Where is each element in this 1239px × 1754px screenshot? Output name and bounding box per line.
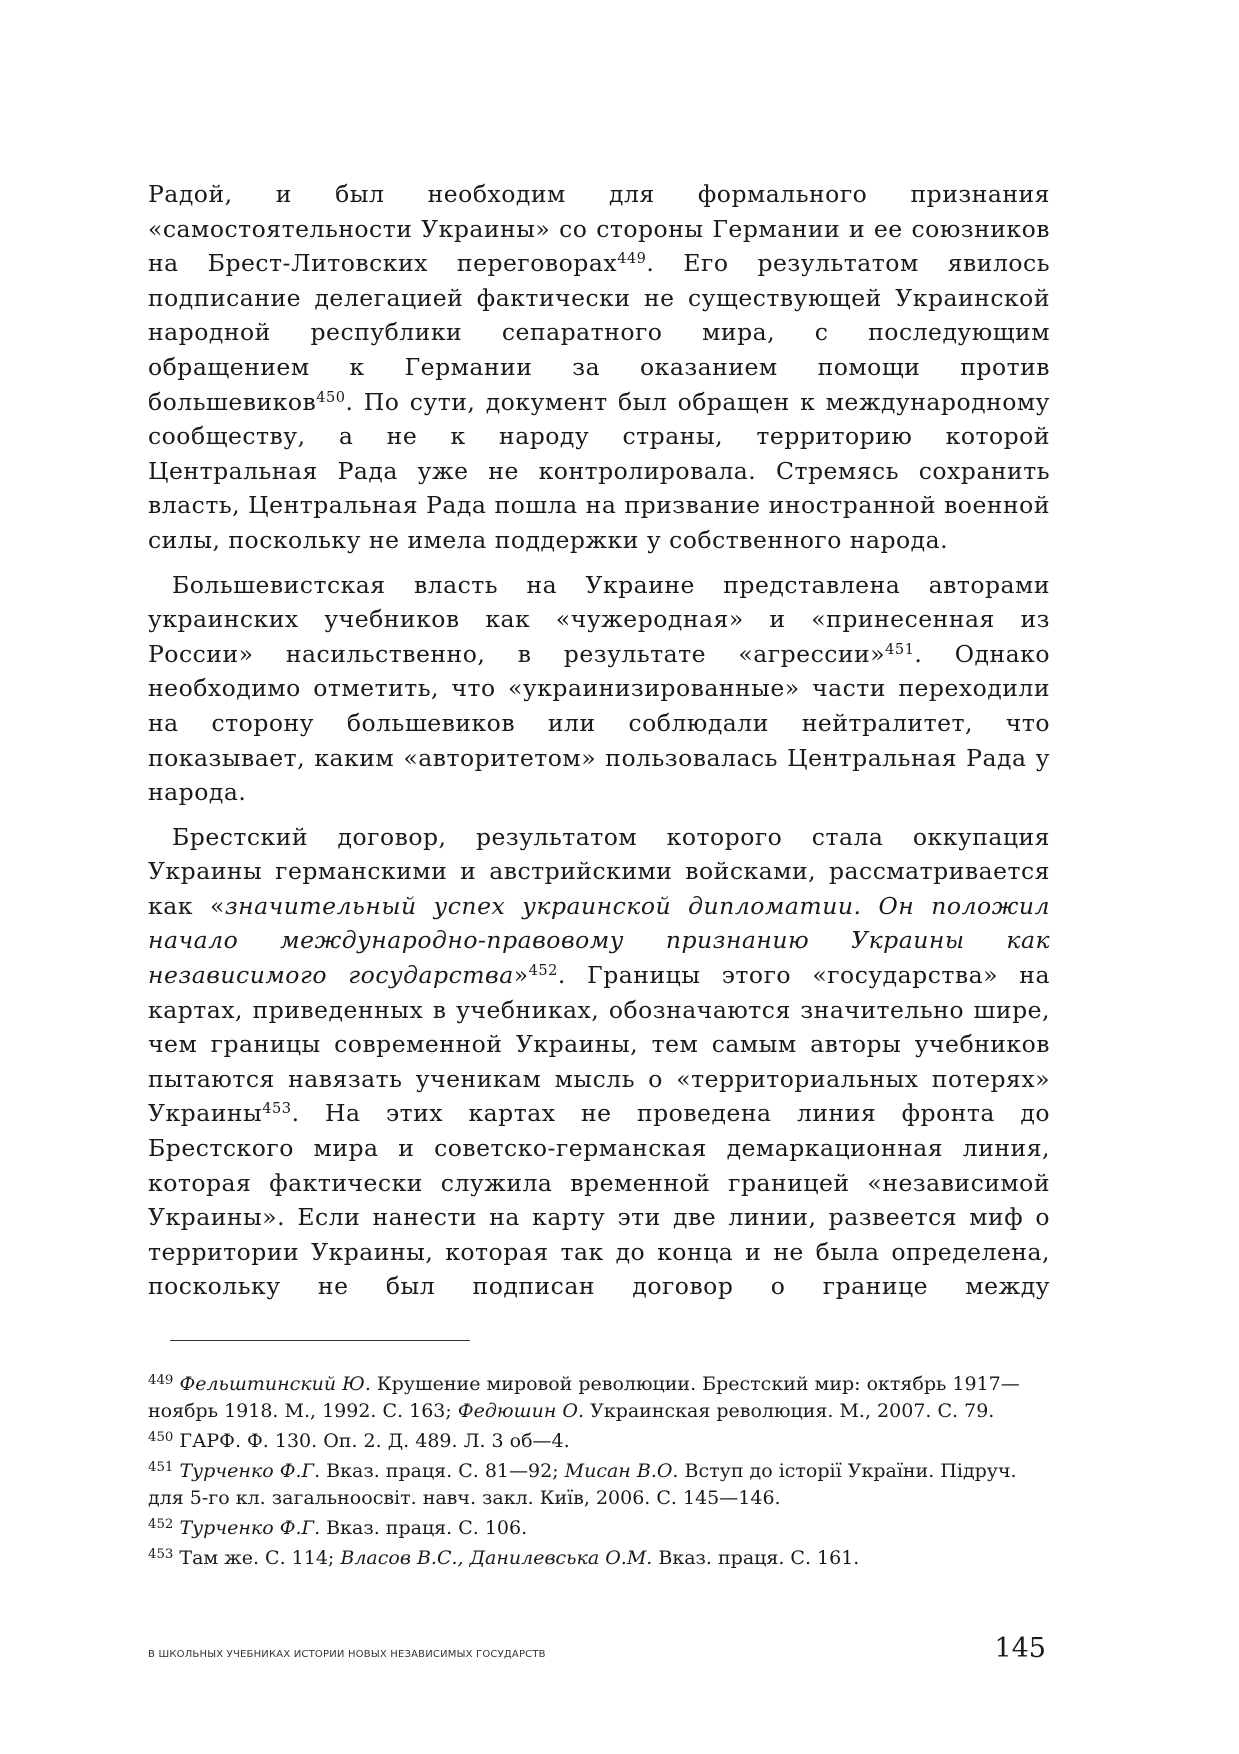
footnote-author: Власов В.С., Данилевська О.М. bbox=[340, 1547, 653, 1569]
footnote-author: Турченко Ф.Г. bbox=[179, 1460, 321, 1482]
paragraph-1 bbox=[148, 177, 1050, 558]
footnote-text: Вступ до історії України. Підруч. для 5-го кл. загальноосвіт. навч. закл. Київ, 2006. С. 145—146. bbox=[148, 1460, 1017, 1509]
footnote-number: 450 bbox=[148, 1430, 174, 1446]
footnote-text: Вказ. праця. С. 161. bbox=[652, 1547, 860, 1569]
paragraph-2-text-a: Большевистская власть на Украине представлена авторами украинских учебников как «чужеродная» и «принесенная из России» насильственно, в результате «агрессии» bbox=[148, 570, 1050, 668]
footnote-ref-452: 452 bbox=[528, 962, 558, 980]
paragraph-1-text-a: Радой, и был необходим для формального признания «самостоятельности Украины» со стороны Германии и ее союзников на Брест-Литовских переговорах bbox=[148, 180, 1050, 278]
footnote-ref-450: 450 bbox=[316, 388, 346, 406]
footnote-author: Фельштинский Ю. bbox=[179, 1373, 371, 1395]
footnote-449 bbox=[148, 1371, 1050, 1425]
footnote-number: 449 bbox=[148, 1373, 174, 1389]
paragraph-3-text-c: . Границы этого «государства» на картах, приведенных в учебниках, обозначаются значительно шире, чем границы современной Украины, тем самым авторы учебников пытаются навязать ученикам мысль о «территориальных потерях» Украины bbox=[148, 961, 1050, 1128]
footnote-separator bbox=[170, 1340, 470, 1341]
paragraph-3-quote-close: » bbox=[513, 961, 529, 990]
paragraph-3-quote: значительный успех украинской дипломатии. Он положил начало международно-правовому признанию Украины как независимого государства bbox=[148, 891, 1051, 990]
page-number: 145 bbox=[994, 1633, 1046, 1664]
footnote-text: ГАРФ. Ф. 130. Оп. 2. Д. 489. Л. 3 об—4. bbox=[173, 1430, 570, 1452]
footnote-text: Вказ. праця. С. 106. bbox=[320, 1517, 528, 1539]
paragraph-2 bbox=[148, 568, 1050, 810]
footnote-number: 452 bbox=[148, 1517, 174, 1533]
footnote-number: 453 bbox=[148, 1547, 174, 1563]
footnote-ref-453: 453 bbox=[262, 1100, 292, 1118]
footnote-ref-451: 451 bbox=[885, 640, 915, 658]
footnote-451 bbox=[148, 1458, 1050, 1512]
paragraph-1-text-c: . По сути, документ был обращен к международному сообществу, а не к народу страны, территорию которой Центральная Рада уже не контролировала. Стремясь сохранить власть, Центральная Рада пошла на призвание иностранной военной силы, поскольку не имела поддержки у собственного народа. bbox=[148, 387, 1050, 554]
running-head: В ШКОЛЬНЫХ УЧЕБНИКАХ ИСТОРИИ НОВЫХ НЕЗАВИСИМЫХ ГОСУДАРСТВ bbox=[148, 1649, 546, 1660]
footnotes bbox=[148, 1371, 1050, 1575]
footnote-text: Крушение мировой революции. Брестский мир: октябрь 1917—ноябрь 1918. М., 1992. С. 163; bbox=[148, 1373, 1020, 1422]
footnote-text: Украинская революция. М., 2007. С. 79. bbox=[584, 1400, 995, 1422]
paragraph-3-text-a: Брестский договор, результатом которого стала оккупация Украины германскими и австрийскими войсками, рассматривается как « bbox=[148, 822, 1050, 920]
footnote-author: Турченко Ф.Г. bbox=[179, 1517, 321, 1539]
main-text bbox=[148, 177, 1050, 1314]
footnote-author: Мисан В.О. bbox=[564, 1460, 679, 1482]
footnote-text: Там же. С. 114; bbox=[173, 1547, 341, 1569]
footnote-450 bbox=[148, 1428, 1050, 1455]
paragraph-3 bbox=[148, 820, 1050, 1304]
paragraph-2-text-b: . Однако необходимо отметить, что «украинизированные» части переходили на сторону большевиков или соблюдали нейтралитет, что показывает, каким «авторитетом» пользовалась Центральная Рада у народа. bbox=[148, 639, 1050, 807]
paragraph-1-text-b: . Его результатом явилось подписание делегацией фактически не существующей Украинской народной республики сепаратного мира, с последующим обращением к Германии за оказанием помощи против большевиков bbox=[148, 249, 1050, 416]
footnote-453 bbox=[148, 1545, 1050, 1572]
footnote-text: Вказ. праця. С. 81—92; bbox=[320, 1460, 565, 1482]
footnote-number: 451 bbox=[148, 1460, 174, 1476]
footnote-author: Федюшин О. bbox=[457, 1400, 585, 1422]
footnote-ref-449: 449 bbox=[617, 250, 647, 268]
footnote-452 bbox=[148, 1515, 1050, 1542]
paragraph-3-text-d: . На этих картах не проведена линия фронта до Брестского мира и советско-германская демаркационная линия, которая фактически служила временной границей «независимой Украины». Если нанести на карту эти две линии, развеется миф о территории Украины, которая так до конца и не была определена, поскольку не был подписан договор о границе между bbox=[148, 1099, 1050, 1301]
